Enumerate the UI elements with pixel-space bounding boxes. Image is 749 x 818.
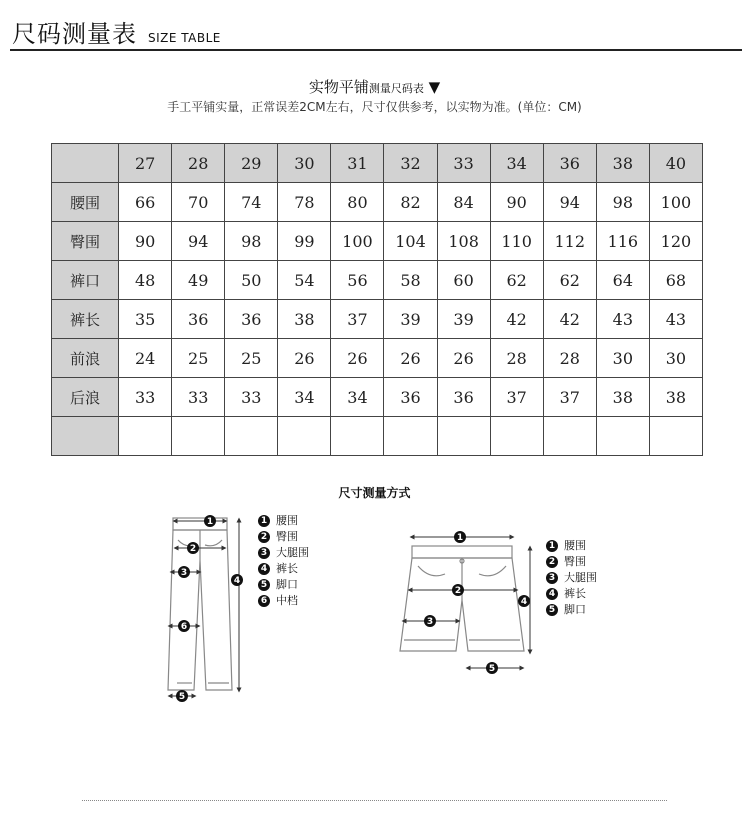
legend-number: 2 — [546, 556, 558, 568]
table-cell: 38 — [596, 378, 649, 417]
table-cell: 56 — [331, 261, 384, 300]
long-pants-markers — [176, 515, 243, 702]
row-label: 裤长 — [52, 300, 119, 339]
table-cell: 99 — [278, 222, 331, 261]
size-header-cell: 38 — [596, 144, 649, 183]
measurement-note: 手工平铺实量，正常误差2CM左右，尺寸仅供参考，以实物为准。(单位：CM) — [167, 100, 582, 114]
row-label: 裤口 — [52, 261, 119, 300]
svg-text:5: 5 — [488, 664, 496, 674]
size-header-cell: 28 — [172, 144, 225, 183]
table-cell: 24 — [119, 339, 172, 378]
shorts-markers — [424, 531, 530, 674]
legend-number: 5 — [546, 604, 558, 616]
legend-number: 1 — [546, 540, 558, 552]
legend-label: 脚口 — [276, 578, 298, 591]
legend-item — [546, 602, 597, 618]
svg-text:2: 2 — [454, 586, 462, 596]
table-cell: 28 — [543, 339, 596, 378]
footer-divider — [82, 800, 667, 801]
svg-text:1: 1 — [206, 517, 214, 527]
table-cell: 25 — [172, 339, 225, 378]
legend-item — [546, 554, 597, 570]
row-label: 腰围 — [52, 183, 119, 222]
legend-label: 臀围 — [564, 555, 586, 568]
table-cell: 120 — [649, 222, 702, 261]
long-pants-waistband — [173, 518, 227, 530]
row-label: 臀围 — [52, 222, 119, 261]
row-label: 前浪 — [52, 339, 119, 378]
table-cell: 26 — [278, 339, 331, 378]
table-cell: 35 — [119, 300, 172, 339]
shorts-diagram — [400, 546, 524, 651]
size-header-cell: 40 — [649, 144, 702, 183]
size-header-cell: 36 — [543, 144, 596, 183]
table-cell: 82 — [384, 183, 437, 222]
legend-label: 臀围 — [276, 530, 298, 543]
table-cell: 80 — [331, 183, 384, 222]
legend-item — [546, 538, 597, 554]
down-arrow-icon: ▼ — [428, 78, 441, 96]
table-cell: 26 — [331, 339, 384, 378]
table-cell: 78 — [278, 183, 331, 222]
legend-number: 6 — [258, 595, 270, 607]
legend-label: 腰围 — [564, 539, 586, 552]
table-cell: 26 — [437, 339, 490, 378]
table-cell: 98 — [225, 222, 278, 261]
table-cell: 37 — [543, 378, 596, 417]
table-cell: 116 — [596, 222, 649, 261]
table-cell: 36 — [172, 300, 225, 339]
legend-number: 3 — [258, 547, 270, 559]
page-title: 尺码测量表 — [12, 20, 137, 48]
legend-item — [258, 561, 309, 577]
svg-text:4: 4 — [233, 576, 241, 586]
table-cell: 58 — [384, 261, 437, 300]
svg-text:2: 2 — [189, 544, 197, 554]
shorts-waistband — [412, 546, 512, 558]
legend-label: 裤长 — [564, 587, 586, 600]
table-cell: 25 — [225, 339, 278, 378]
legend-item — [258, 545, 309, 561]
table-cell: 36 — [437, 378, 490, 417]
svg-text:5: 5 — [178, 692, 186, 702]
table-cell: 33 — [172, 378, 225, 417]
legend-label: 腰围 — [276, 514, 298, 527]
table-cell: 39 — [437, 300, 490, 339]
legend-item — [258, 529, 309, 545]
table-cell: 38 — [278, 300, 331, 339]
svg-text:6: 6 — [180, 622, 188, 632]
legend-item — [258, 513, 309, 529]
table-cell: 33 — [225, 378, 278, 417]
legend-number: 4 — [258, 563, 270, 575]
table-cell: 39 — [384, 300, 437, 339]
svg-text:4: 4 — [520, 597, 528, 607]
table-cell: 42 — [543, 300, 596, 339]
table-cell: 36 — [225, 300, 278, 339]
long-pants-diagram — [168, 518, 232, 690]
table-cell: 60 — [437, 261, 490, 300]
table-cell: 64 — [596, 261, 649, 300]
legend-item — [258, 593, 309, 609]
table-cell: 94 — [172, 222, 225, 261]
shorts-legend — [546, 538, 597, 618]
table-cell: 104 — [384, 222, 437, 261]
svg-text:3: 3 — [426, 617, 434, 627]
table-cell: 84 — [437, 183, 490, 222]
table-cell: 34 — [331, 378, 384, 417]
table-cell: 30 — [649, 339, 702, 378]
size-header-cell: 27 — [119, 144, 172, 183]
table-cell: 33 — [119, 378, 172, 417]
legend-number: 3 — [546, 572, 558, 584]
section-title-main: 实物平铺 — [308, 78, 369, 96]
table-cell: 90 — [490, 183, 543, 222]
table-cell: 43 — [649, 300, 702, 339]
table-cell: 100 — [649, 183, 702, 222]
long-pants-legend — [258, 513, 309, 609]
table-cell: 48 — [119, 261, 172, 300]
table-cell: 38 — [649, 378, 702, 417]
size-header-cell: 31 — [331, 144, 384, 183]
section-title-small: 测量尺码表 — [368, 82, 424, 95]
legend-label: 大腿围 — [276, 546, 309, 559]
legend-number: 5 — [258, 579, 270, 591]
size-header-cell: 30 — [278, 144, 331, 183]
page-subtitle: SIZE TABLE — [148, 31, 221, 45]
table-cell: 68 — [649, 261, 702, 300]
legend-label: 中档 — [276, 594, 298, 607]
table-cell: 70 — [172, 183, 225, 222]
table-cell: 108 — [437, 222, 490, 261]
size-header-cell: 29 — [225, 144, 278, 183]
table-cell: 50 — [225, 261, 278, 300]
legend-number: 2 — [258, 531, 270, 543]
table-cell: 62 — [543, 261, 596, 300]
table-cell: 26 — [384, 339, 437, 378]
measurement-method-title: 尺寸测量方式 — [338, 486, 411, 500]
legend-label: 大腿围 — [564, 571, 597, 584]
legend-number: 1 — [258, 515, 270, 527]
legend-label: 裤长 — [276, 562, 298, 575]
svg-text:3: 3 — [180, 568, 188, 578]
legend-label: 脚口 — [564, 603, 586, 616]
table-cell: 100 — [331, 222, 384, 261]
size-header-cell: 32 — [384, 144, 437, 183]
table-cell: 74 — [225, 183, 278, 222]
legend-item — [546, 586, 597, 602]
table-cell: 66 — [119, 183, 172, 222]
table-cell: 30 — [596, 339, 649, 378]
row-label: 后浪 — [52, 378, 119, 417]
table-cell: 49 — [172, 261, 225, 300]
legend-number: 4 — [546, 588, 558, 600]
table-cell: 42 — [490, 300, 543, 339]
table-cell: 34 — [278, 378, 331, 417]
table-cell: 43 — [596, 300, 649, 339]
table-cell: 28 — [490, 339, 543, 378]
table-cell: 90 — [119, 222, 172, 261]
size-header-cell: 33 — [437, 144, 490, 183]
table-cell: 54 — [278, 261, 331, 300]
table-cell: 110 — [490, 222, 543, 261]
table-cell: 36 — [384, 378, 437, 417]
table-cell: 62 — [490, 261, 543, 300]
legend-item — [546, 570, 597, 586]
table-cell: 98 — [596, 183, 649, 222]
table-cell: 37 — [331, 300, 384, 339]
svg-text:1: 1 — [456, 533, 464, 543]
table-cell: 37 — [490, 378, 543, 417]
table-cell: 112 — [543, 222, 596, 261]
size-header-cell: 34 — [490, 144, 543, 183]
legend-item — [258, 577, 309, 593]
table-cell: 94 — [543, 183, 596, 222]
